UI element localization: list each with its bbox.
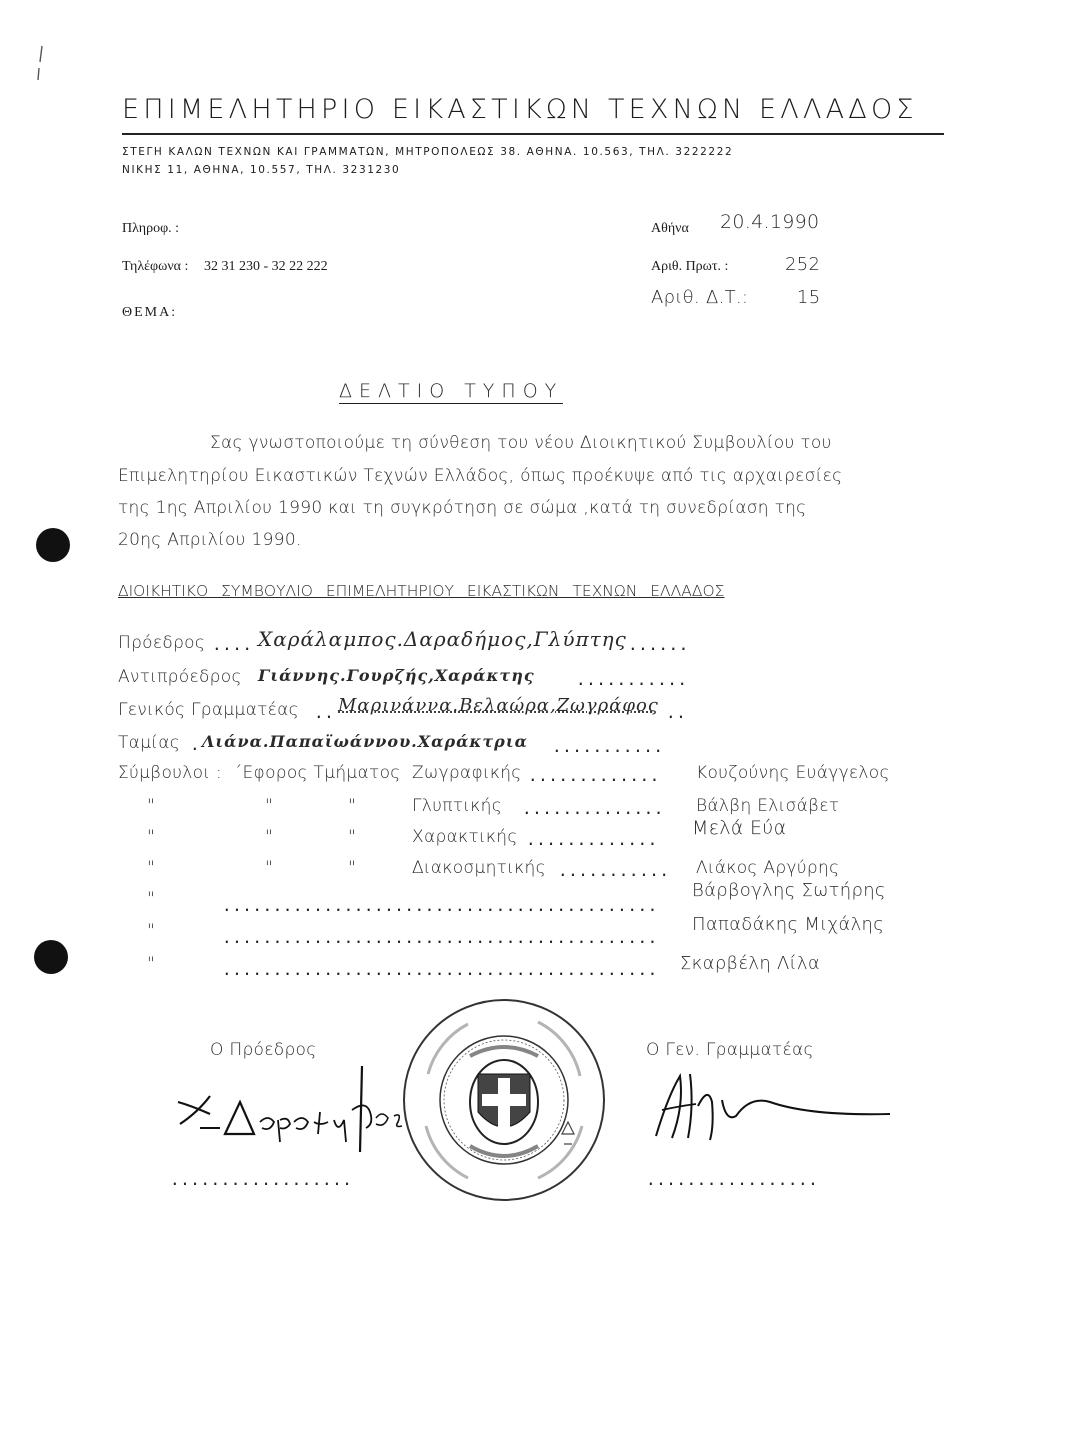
press-release-heading: ΔΕΛΤΙΟ ΤΥΠΟΥ bbox=[339, 380, 564, 402]
councillor-name-1: Κουζούνης Ευάγγελος bbox=[696, 763, 890, 783]
ditto-3b: " bbox=[265, 858, 274, 878]
letterhead-address-2: ΝΙΚΗΣ 11, ΑΘΗΝΑ, 10.557, ΤΗΛ. 3231230 bbox=[122, 164, 401, 176]
dt-value: 15 bbox=[797, 287, 821, 308]
body-line-2: Επιμελητηρίου Εικαστικών Τεχνών Ελλάδος, όπως προέκυψε από τις αρχαιρεσίες bbox=[118, 466, 843, 486]
councillors-label: Σύμβουλοι : bbox=[118, 763, 222, 783]
president-signature-line: .................. bbox=[170, 1170, 353, 1189]
president-dots-b: ...... bbox=[628, 635, 689, 654]
ephor-label: ΄Εφορος Τμήματος bbox=[234, 763, 401, 783]
body-line-1: Σας γνωστοποιούμε τη σύνθεση του νέου Διοικητικού Συμβουλίου του bbox=[210, 433, 832, 453]
councillor-name-5: Βάρβογλης Σωτήρης bbox=[692, 880, 886, 901]
ditto-1b: " bbox=[265, 796, 274, 816]
ditto-1a: " bbox=[147, 796, 156, 816]
president-label: Πρόεδρος bbox=[118, 633, 206, 653]
councillor-dept-2: Γλυπτικής bbox=[412, 796, 502, 816]
ditto-6: " bbox=[147, 954, 156, 974]
treasurer-label: Ταμίας bbox=[118, 733, 180, 753]
councillor-dept-3: Χαρακτικής bbox=[412, 827, 518, 847]
councillor-dots-5: ........................................... bbox=[222, 896, 658, 915]
dt-label: Αριθ. Δ.Τ.: bbox=[651, 287, 749, 308]
body-line-3: της 1ης Απριλίου 1990 και τη συγκρότηση σε σώμα ,κατά τη συνεδρίαση της bbox=[118, 498, 807, 518]
ditto-2c: " bbox=[348, 827, 357, 847]
letterhead-rule bbox=[122, 133, 944, 135]
ditto-4: " bbox=[147, 889, 156, 909]
president-name: Χαράλαμπος.Δαραδήμος,Γλύπτης bbox=[258, 627, 627, 651]
secretary-dots-b: .. bbox=[666, 703, 687, 722]
councillor-name-7: Σκαρβέλη Λίλα bbox=[680, 953, 821, 974]
councillor-name-2: Βάλβη Ελισάβετ bbox=[696, 796, 840, 816]
body-line-4: 20ης Απριλίου 1990. bbox=[118, 530, 302, 550]
secretary-signature bbox=[650, 1066, 900, 1146]
secretary-dots-a: .. bbox=[314, 703, 335, 722]
ditto-3c: " bbox=[348, 858, 357, 878]
vice-president-label: Αντιπρόεδρος bbox=[118, 667, 242, 687]
vice-president-name: Γιάννης.Γουρζής,Χαράκτης bbox=[258, 666, 535, 685]
councillor-name-4: Λιάκος Αργύρης bbox=[696, 858, 840, 878]
phone-label: Τηλέφωνα : bbox=[122, 259, 189, 274]
protocol-value: 252 bbox=[785, 254, 821, 275]
secretary-label: Γενικός Γραμματέας bbox=[118, 700, 299, 720]
ditto-5: " bbox=[147, 921, 156, 941]
info-label: Πληροφ. : bbox=[122, 221, 180, 236]
margin-mark bbox=[34, 44, 48, 84]
councillor-dept-1: Ζωγραφικής bbox=[412, 763, 522, 783]
councillor-dots-4: ........... bbox=[558, 861, 670, 880]
protocol-label: Αριθ. Πρωτ. : bbox=[651, 259, 729, 274]
councillor-dots-6: ........................................... bbox=[222, 928, 658, 947]
ditto-3a: " bbox=[147, 858, 156, 878]
letterhead-title: ΕΠΙΜΕΛΗΤΗΡΙΟ ΕΙΚΑΣΤΙΚΩΝ ΤΕΧΝΩΝ ΕΛΛΑΔΟΣ bbox=[122, 94, 918, 125]
councillor-dots-1: ............. bbox=[528, 766, 660, 785]
treasurer-name: Λιάνα.Παπαϊωάννου.Χαράκτρια bbox=[202, 732, 528, 751]
secretary-signature-title: Ο Γεν. Γραμματέας bbox=[646, 1040, 814, 1060]
vice-president-dots: ........... bbox=[576, 670, 688, 689]
president-dots-a: .... bbox=[212, 635, 253, 654]
councillor-dots-3: ............. bbox=[526, 830, 658, 849]
treasurer-dots-b: ........... bbox=[552, 737, 664, 756]
ditto-2b: " bbox=[265, 827, 274, 847]
secretary-name: Μαρινάννα.Βελαώρα,Ζωγράφος bbox=[338, 695, 659, 716]
councillor-dept-4: Διακοσμητικής bbox=[412, 858, 546, 878]
councillor-name-6: Παπαδάκης Μιχάλης bbox=[692, 914, 885, 935]
phone-value: 32 31 230 - 32 22 222 bbox=[204, 259, 328, 274]
letterhead-address-1: ΣΤΕΓΗ ΚΑΛΩΝ ΤΕΧΝΩΝ ΚΑΙ ΓΡΑΜΜΑΤΩΝ, ΜΗΤΡΟΠΟΛΕΩΣ 38. ΑΘΗΝΑ. 10.563, ΤΗΛ. 3222222 bbox=[122, 146, 734, 158]
punch-hole-bottom bbox=[34, 940, 68, 974]
board-heading: ΔΙΟΙΚΗΤΙΚΟ ΣΥΜΒΟΥΛΙΟ ΕΠΙΜΕΛΗΤΗΡΙΟΥ ΕΙΚΑΣΤΙΚΩΝ ΤΕΧΝΩΝ ΕΛΛΑΔΟΣ bbox=[118, 582, 725, 600]
ditto-1c: " bbox=[348, 796, 357, 816]
city-label: Αθήνα bbox=[651, 221, 689, 236]
secretary-signature-line: ................. bbox=[646, 1170, 819, 1189]
official-seal bbox=[398, 994, 610, 1206]
document-date: 20.4.1990 bbox=[720, 211, 820, 233]
punch-hole-top bbox=[36, 528, 70, 562]
councillor-dots-2: .............. bbox=[522, 799, 664, 818]
treasurer-dots-a: . bbox=[190, 735, 201, 754]
president-signature bbox=[170, 1062, 420, 1162]
councillor-name-3: Μελά Εύα bbox=[692, 817, 787, 839]
subject-label: ΘΕΜΑ: bbox=[122, 305, 178, 320]
ditto-2a: " bbox=[147, 827, 156, 847]
president-signature-title: Ο Πρόεδρος bbox=[210, 1040, 317, 1060]
councillor-dots-7: ........................................... bbox=[222, 960, 658, 979]
